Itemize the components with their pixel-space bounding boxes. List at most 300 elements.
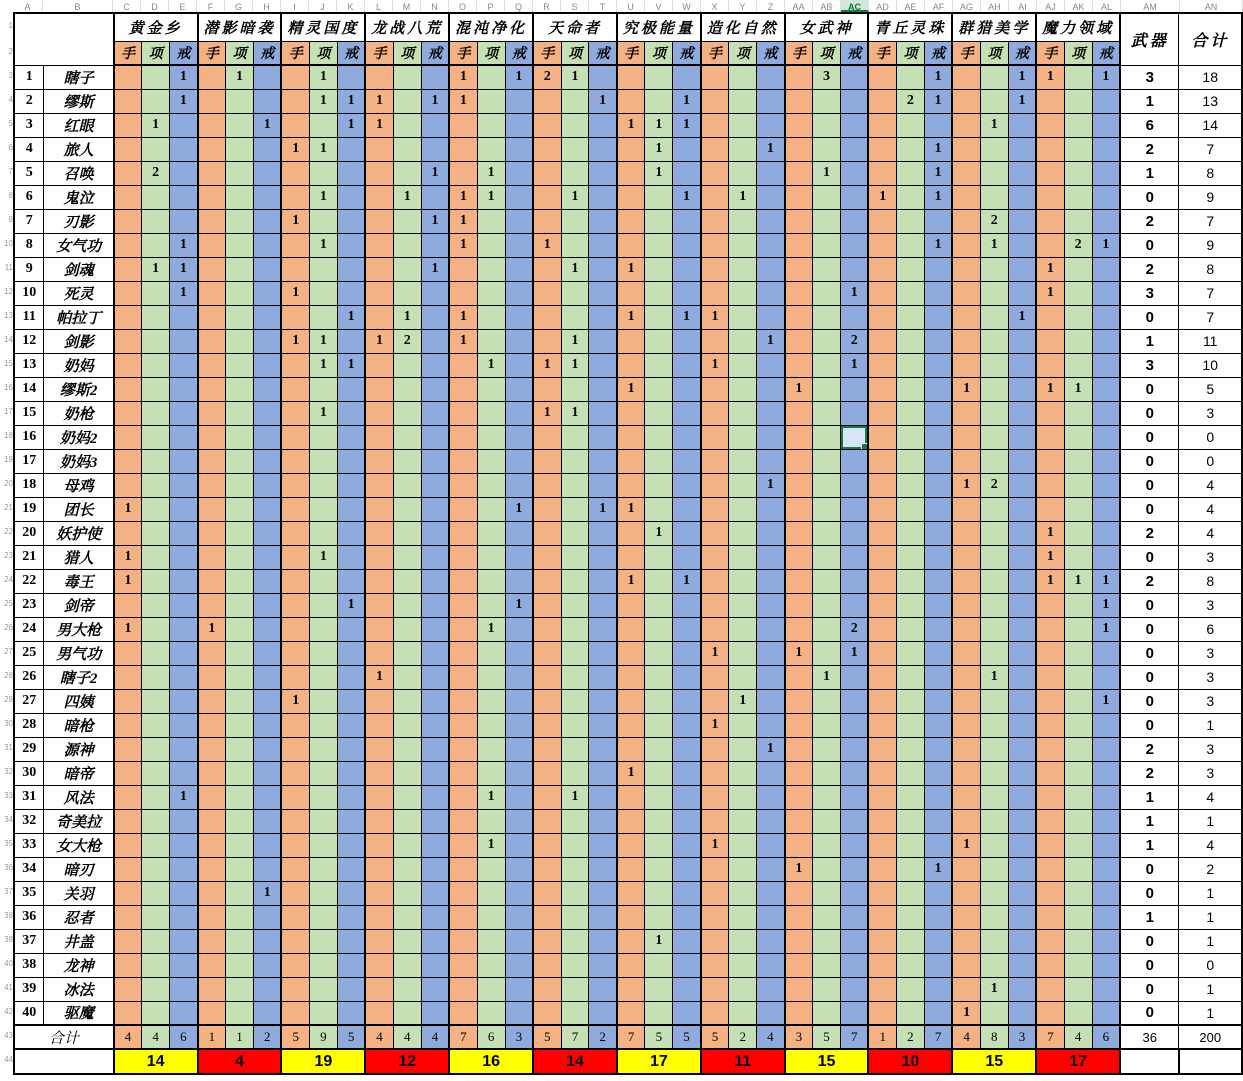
grid-cell[interactable]: 1 xyxy=(1036,545,1064,569)
grid-cell[interactable] xyxy=(1008,761,1036,785)
grid-cell[interactable]: 1 xyxy=(1092,65,1120,89)
grid-cell[interactable] xyxy=(561,305,589,329)
grid-cell[interactable] xyxy=(896,737,924,761)
grid-cell[interactable] xyxy=(589,641,617,665)
grid-cell[interactable] xyxy=(198,977,226,1001)
grid-cell[interactable] xyxy=(254,233,282,257)
grid-cell[interactable] xyxy=(980,449,1008,473)
grid-cell[interactable] xyxy=(198,521,226,545)
grid-cell[interactable] xyxy=(952,89,980,113)
grid-cell[interactable] xyxy=(198,353,226,377)
grid-cell[interactable] xyxy=(198,329,226,353)
weapon-count[interactable]: 0 xyxy=(1120,425,1179,449)
grid-cell[interactable] xyxy=(896,785,924,809)
grid-cell[interactable] xyxy=(226,569,254,593)
grid-cell[interactable] xyxy=(449,833,477,857)
grid-cell[interactable] xyxy=(589,929,617,953)
grid-cell[interactable] xyxy=(561,209,589,233)
grid-cell[interactable] xyxy=(896,545,924,569)
grid-cell[interactable] xyxy=(421,377,449,401)
grid-cell[interactable] xyxy=(561,425,589,449)
grid-cell[interactable] xyxy=(813,137,841,161)
grid-cell[interactable] xyxy=(841,305,869,329)
grid-cell[interactable] xyxy=(841,905,869,929)
grid-cell[interactable] xyxy=(1036,185,1064,209)
row-header-1[interactable]: 1 xyxy=(8,21,13,30)
grid-cell[interactable] xyxy=(813,569,841,593)
grid-cell[interactable] xyxy=(226,1001,254,1025)
weapon-count[interactable]: 0 xyxy=(1120,977,1179,1001)
grid-cell[interactable] xyxy=(896,329,924,353)
grid-cell[interactable] xyxy=(952,737,980,761)
grid-cell[interactable]: 1 xyxy=(1008,65,1036,89)
grid-cell[interactable] xyxy=(673,641,701,665)
grid-cell[interactable] xyxy=(142,857,170,881)
grid-cell[interactable] xyxy=(896,497,924,521)
grid-cell[interactable]: 1 xyxy=(337,113,365,137)
row-header-21[interactable]: 21 xyxy=(4,503,13,512)
column-letter-Q[interactable]: Q xyxy=(505,0,533,12)
grid-cell[interactable] xyxy=(980,761,1008,785)
grid-cell[interactable]: 1 xyxy=(952,833,980,857)
grid-cell[interactable] xyxy=(170,137,198,161)
grid-cell[interactable] xyxy=(701,905,729,929)
grid-cell[interactable] xyxy=(757,641,785,665)
grid-cell[interactable] xyxy=(729,569,757,593)
grid-cell[interactable] xyxy=(1008,905,1036,929)
grid-cell[interactable] xyxy=(617,521,645,545)
grid-cell[interactable] xyxy=(1008,377,1036,401)
grid-cell[interactable] xyxy=(729,257,757,281)
row-header-38[interactable]: 38 xyxy=(4,911,13,920)
grid-cell[interactable] xyxy=(281,1001,309,1025)
grid-cell[interactable] xyxy=(1008,401,1036,425)
grid-cell[interactable] xyxy=(785,929,813,953)
grid-cell[interactable] xyxy=(393,977,421,1001)
grid-cell[interactable] xyxy=(589,161,617,185)
grid-cell[interactable] xyxy=(813,209,841,233)
grid-cell[interactable] xyxy=(868,809,896,833)
grid-cell[interactable] xyxy=(505,137,533,161)
grid-cell[interactable] xyxy=(980,1001,1008,1025)
grid-cell[interactable] xyxy=(952,161,980,185)
column-letter-X[interactable]: X xyxy=(701,0,729,12)
grid-cell[interactable] xyxy=(365,353,393,377)
grid-cell[interactable] xyxy=(533,881,561,905)
grid-cell[interactable] xyxy=(226,353,254,377)
grid-cell[interactable] xyxy=(589,977,617,1001)
grid-cell[interactable] xyxy=(505,185,533,209)
grid-cell[interactable] xyxy=(785,785,813,809)
grid-cell[interactable] xyxy=(505,425,533,449)
grid-cell[interactable] xyxy=(170,833,198,857)
grid-cell[interactable] xyxy=(757,761,785,785)
grid-cell[interactable] xyxy=(841,137,869,161)
grid-cell[interactable] xyxy=(841,233,869,257)
grid-cell[interactable] xyxy=(477,497,505,521)
grid-cell[interactable] xyxy=(1008,449,1036,473)
grid-cell[interactable]: 1 xyxy=(170,785,198,809)
grid-cell[interactable] xyxy=(281,473,309,497)
grid-cell[interactable]: 1 xyxy=(1092,593,1120,617)
grid-cell[interactable]: 1 xyxy=(924,233,952,257)
row-total[interactable]: 7 xyxy=(1179,305,1242,329)
grid-cell[interactable] xyxy=(757,281,785,305)
grid-cell[interactable] xyxy=(617,905,645,929)
grid-cell[interactable] xyxy=(896,401,924,425)
grid-cell[interactable] xyxy=(281,617,309,641)
grid-cell[interactable] xyxy=(617,929,645,953)
grid-cell[interactable] xyxy=(1036,833,1064,857)
grid-cell[interactable] xyxy=(421,905,449,929)
grid-cell[interactable] xyxy=(505,641,533,665)
grid-cell[interactable] xyxy=(785,833,813,857)
grid-cell[interactable] xyxy=(1092,353,1120,377)
grid-cell[interactable] xyxy=(533,905,561,929)
grid-cell[interactable] xyxy=(701,785,729,809)
grid-cell[interactable] xyxy=(1036,785,1064,809)
row-total[interactable]: 4 xyxy=(1179,785,1242,809)
grid-cell[interactable] xyxy=(449,905,477,929)
grid-cell[interactable]: 1 xyxy=(421,89,449,113)
grid-cell[interactable] xyxy=(841,185,869,209)
grid-cell[interactable] xyxy=(393,857,421,881)
column-letter-U[interactable]: U xyxy=(617,0,645,12)
grid-cell[interactable] xyxy=(281,545,309,569)
grid-cell[interactable] xyxy=(924,257,952,281)
grid-cell[interactable]: 1 xyxy=(924,857,952,881)
grid-cell[interactable] xyxy=(673,257,701,281)
row-total[interactable]: 3 xyxy=(1179,689,1242,713)
grid-cell[interactable] xyxy=(198,593,226,617)
grid-cell[interactable] xyxy=(924,521,952,545)
weapon-count[interactable]: 2 xyxy=(1120,257,1179,281)
grid-cell[interactable] xyxy=(896,137,924,161)
grid-cell[interactable] xyxy=(1064,449,1092,473)
grid-cell[interactable] xyxy=(533,257,561,281)
grid-cell[interactable] xyxy=(254,281,282,305)
grid-cell[interactable] xyxy=(757,881,785,905)
grid-cell[interactable] xyxy=(757,185,785,209)
grid-cell[interactable] xyxy=(365,761,393,785)
row-total[interactable]: 3 xyxy=(1179,593,1242,617)
grid-cell[interactable]: 1 xyxy=(309,329,337,353)
grid-cell[interactable] xyxy=(673,353,701,377)
grid-cell[interactable] xyxy=(170,809,198,833)
grid-cell[interactable] xyxy=(868,65,896,89)
grid-cell[interactable] xyxy=(170,641,198,665)
grid-cell[interactable] xyxy=(645,905,673,929)
grid-cell[interactable] xyxy=(980,737,1008,761)
grid-cell[interactable] xyxy=(841,89,869,113)
grid-cell[interactable]: 1 xyxy=(281,209,309,233)
grid-cell[interactable] xyxy=(533,689,561,713)
grid-cell[interactable] xyxy=(449,665,477,689)
weapon-count[interactable]: 3 xyxy=(1120,65,1179,89)
row-header-5[interactable]: 5 xyxy=(8,119,13,128)
grid-cell[interactable] xyxy=(589,953,617,977)
grid-cell[interactable] xyxy=(896,569,924,593)
grid-cell[interactable]: 1 xyxy=(449,89,477,113)
grid-cell[interactable]: 1 xyxy=(309,89,337,113)
grid-cell[interactable] xyxy=(813,185,841,209)
grid-cell[interactable] xyxy=(841,1001,869,1025)
grid-cell[interactable] xyxy=(701,281,729,305)
grid-cell[interactable] xyxy=(980,809,1008,833)
grid-cell[interactable]: 1 xyxy=(561,257,589,281)
grid-cell[interactable] xyxy=(617,617,645,641)
grid-cell[interactable] xyxy=(170,161,198,185)
grid-cell[interactable] xyxy=(533,665,561,689)
grid-cell[interactable] xyxy=(170,761,198,785)
grid-cell[interactable]: 1 xyxy=(1036,521,1064,545)
grid-cell[interactable] xyxy=(952,857,980,881)
grid-cell[interactable] xyxy=(533,113,561,137)
grid-cell[interactable]: 1 xyxy=(673,113,701,137)
grid-cell[interactable] xyxy=(645,209,673,233)
grid-cell[interactable] xyxy=(365,233,393,257)
grid-cell[interactable] xyxy=(729,737,757,761)
grid-cell[interactable] xyxy=(645,713,673,737)
grid-cell[interactable] xyxy=(896,353,924,377)
grid-cell[interactable] xyxy=(505,953,533,977)
grid-cell[interactable] xyxy=(645,401,673,425)
grid-cell[interactable] xyxy=(337,809,365,833)
grid-cell[interactable]: 1 xyxy=(980,665,1008,689)
grid-cell[interactable] xyxy=(226,401,254,425)
grid-cell[interactable] xyxy=(505,449,533,473)
grid-cell[interactable]: 2 xyxy=(393,329,421,353)
grid-cell[interactable] xyxy=(813,473,841,497)
grid-cell[interactable] xyxy=(841,689,869,713)
grid-cell[interactable] xyxy=(477,953,505,977)
grid-cell[interactable] xyxy=(617,737,645,761)
grid-cell[interactable] xyxy=(309,905,337,929)
grid-cell[interactable] xyxy=(226,857,254,881)
grid-cell[interactable] xyxy=(393,905,421,929)
grid-cell[interactable] xyxy=(1008,857,1036,881)
weapon-count[interactable]: 0 xyxy=(1120,233,1179,257)
grid-cell[interactable] xyxy=(114,665,142,689)
row-total[interactable]: 7 xyxy=(1179,137,1242,161)
grid-cell[interactable] xyxy=(114,401,142,425)
grid-cell[interactable] xyxy=(729,425,757,449)
grid-cell[interactable] xyxy=(589,233,617,257)
grid-cell[interactable] xyxy=(673,665,701,689)
grid-cell[interactable] xyxy=(645,785,673,809)
grid-cell[interactable] xyxy=(1008,353,1036,377)
grid-cell[interactable] xyxy=(337,569,365,593)
weapon-count[interactable]: 0 xyxy=(1120,689,1179,713)
weapon-count[interactable]: 2 xyxy=(1120,209,1179,233)
grid-cell[interactable] xyxy=(952,953,980,977)
grid-cell[interactable] xyxy=(198,761,226,785)
grid-cell[interactable] xyxy=(477,545,505,569)
grid-cell[interactable] xyxy=(729,281,757,305)
grid-cell[interactable]: 1 xyxy=(170,281,198,305)
grid-cell[interactable] xyxy=(477,233,505,257)
grid-cell[interactable] xyxy=(729,1001,757,1025)
grid-cell[interactable] xyxy=(841,257,869,281)
grid-cell[interactable] xyxy=(198,377,226,401)
row-header-14[interactable]: 14 xyxy=(4,335,13,344)
weapon-count[interactable]: 2 xyxy=(1120,737,1179,761)
row-total[interactable]: 3 xyxy=(1179,641,1242,665)
grid-cell[interactable] xyxy=(170,329,198,353)
grid-cell[interactable] xyxy=(813,113,841,137)
grid-cell[interactable]: 1 xyxy=(170,257,198,281)
row-header-39[interactable]: 39 xyxy=(4,935,13,944)
grid-cell[interactable] xyxy=(226,617,254,641)
grid-cell[interactable] xyxy=(645,665,673,689)
grid-cell[interactable]: 1 xyxy=(421,161,449,185)
grid-cell[interactable] xyxy=(952,233,980,257)
grid-cell[interactable]: 1 xyxy=(1092,689,1120,713)
grid-cell[interactable] xyxy=(1092,761,1120,785)
grid-cell[interactable] xyxy=(226,209,254,233)
column-letter-R[interactable]: R xyxy=(533,0,561,12)
grid-cell[interactable] xyxy=(226,233,254,257)
grid-cell[interactable] xyxy=(980,89,1008,113)
grid-cell[interactable] xyxy=(1092,401,1120,425)
grid-cell[interactable]: 2 xyxy=(896,89,924,113)
grid-cell[interactable] xyxy=(533,449,561,473)
column-letter-M[interactable]: M xyxy=(393,0,421,12)
grid-cell[interactable] xyxy=(896,857,924,881)
weapon-count[interactable]: 0 xyxy=(1120,617,1179,641)
grid-cell[interactable] xyxy=(896,641,924,665)
grid-cell[interactable] xyxy=(365,449,393,473)
grid-cell[interactable] xyxy=(198,137,226,161)
grid-cell[interactable]: 1 xyxy=(589,497,617,521)
grid-cell[interactable] xyxy=(1008,233,1036,257)
grid-cell[interactable]: 1 xyxy=(673,89,701,113)
grid-cell[interactable] xyxy=(477,737,505,761)
grid-cell[interactable] xyxy=(421,857,449,881)
grid-cell[interactable] xyxy=(617,689,645,713)
grid-cell[interactable] xyxy=(1036,425,1064,449)
column-letter-P[interactable]: P xyxy=(477,0,505,12)
grid-cell[interactable] xyxy=(868,977,896,1001)
grid-cell[interactable]: 1 xyxy=(841,641,869,665)
grid-cell[interactable] xyxy=(421,617,449,641)
grid-cell[interactable] xyxy=(449,929,477,953)
grid-cell[interactable]: 2 xyxy=(142,161,170,185)
grid-cell[interactable] xyxy=(533,89,561,113)
grid-cell[interactable] xyxy=(170,929,198,953)
grid-cell[interactable] xyxy=(309,641,337,665)
grid-cell[interactable] xyxy=(449,713,477,737)
grid-cell[interactable] xyxy=(589,473,617,497)
grid-cell[interactable] xyxy=(393,953,421,977)
grid-cell[interactable]: 1 xyxy=(533,401,561,425)
grid-cell[interactable] xyxy=(142,209,170,233)
grid-cell[interactable] xyxy=(254,329,282,353)
grid-cell[interactable] xyxy=(309,809,337,833)
grid-cell[interactable] xyxy=(226,377,254,401)
grid-cell[interactable] xyxy=(281,377,309,401)
grid-cell[interactable] xyxy=(1036,473,1064,497)
grid-cell[interactable] xyxy=(868,641,896,665)
grid-cell[interactable] xyxy=(785,329,813,353)
grid-cell[interactable] xyxy=(533,977,561,1001)
weapon-count[interactable]: 0 xyxy=(1120,497,1179,521)
grid-cell[interactable] xyxy=(198,497,226,521)
grid-cell[interactable]: 1 xyxy=(561,785,589,809)
grid-cell[interactable] xyxy=(757,425,785,449)
grid-cell[interactable] xyxy=(114,425,142,449)
grid-cell[interactable] xyxy=(114,473,142,497)
grid-cell[interactable] xyxy=(170,689,198,713)
grid-cell[interactable] xyxy=(896,881,924,905)
grid-cell[interactable]: 1 xyxy=(1036,257,1064,281)
grid-cell[interactable]: 1 xyxy=(254,113,282,137)
grid-cell[interactable] xyxy=(281,305,309,329)
grid-cell[interactable] xyxy=(309,449,337,473)
grid-cell[interactable] xyxy=(1008,425,1036,449)
grid-cell[interactable] xyxy=(142,425,170,449)
grid-cell[interactable] xyxy=(337,257,365,281)
grid-cell[interactable] xyxy=(729,497,757,521)
grid-cell[interactable]: 1 xyxy=(365,113,393,137)
grid-cell[interactable] xyxy=(254,305,282,329)
grid-cell[interactable] xyxy=(365,65,393,89)
grid-cell[interactable] xyxy=(645,185,673,209)
grid-cell[interactable] xyxy=(561,377,589,401)
grid-cell[interactable] xyxy=(701,377,729,401)
grid-cell[interactable] xyxy=(868,401,896,425)
grid-cell[interactable] xyxy=(673,473,701,497)
grid-cell[interactable] xyxy=(952,809,980,833)
grid-cell[interactable] xyxy=(421,449,449,473)
grid-cell[interactable] xyxy=(170,977,198,1001)
grid-cell[interactable] xyxy=(868,953,896,977)
grid-cell[interactable] xyxy=(924,473,952,497)
grid-cell[interactable] xyxy=(226,545,254,569)
grid-cell[interactable] xyxy=(896,665,924,689)
grid-cell[interactable] xyxy=(505,689,533,713)
grid-cell[interactable] xyxy=(505,401,533,425)
grid-cell[interactable] xyxy=(813,929,841,953)
grid-cell[interactable] xyxy=(701,569,729,593)
grid-cell[interactable] xyxy=(421,665,449,689)
grid-cell[interactable] xyxy=(114,881,142,905)
grid-cell[interactable] xyxy=(309,425,337,449)
grid-cell[interactable] xyxy=(337,329,365,353)
grid-cell[interactable] xyxy=(337,953,365,977)
grid-cell[interactable] xyxy=(729,713,757,737)
grid-cell[interactable] xyxy=(924,833,952,857)
grid-cell[interactable]: 1 xyxy=(114,545,142,569)
grid-cell[interactable] xyxy=(226,665,254,689)
grid-cell[interactable] xyxy=(337,521,365,545)
grid-cell[interactable] xyxy=(868,497,896,521)
grid-cell[interactable] xyxy=(421,761,449,785)
grid-cell[interactable] xyxy=(477,113,505,137)
weapon-count[interactable]: 1 xyxy=(1120,905,1179,929)
grid-cell[interactable] xyxy=(701,425,729,449)
grid-cell[interactable] xyxy=(813,953,841,977)
grid-cell[interactable] xyxy=(757,545,785,569)
grid-cell[interactable] xyxy=(142,809,170,833)
grid-cell[interactable] xyxy=(226,449,254,473)
grid-cell[interactable] xyxy=(226,185,254,209)
grid-cell[interactable] xyxy=(365,521,393,545)
grid-cell[interactable] xyxy=(365,833,393,857)
grid-cell[interactable] xyxy=(421,113,449,137)
grid-cell[interactable] xyxy=(1008,785,1036,809)
grid-cell[interactable] xyxy=(617,233,645,257)
